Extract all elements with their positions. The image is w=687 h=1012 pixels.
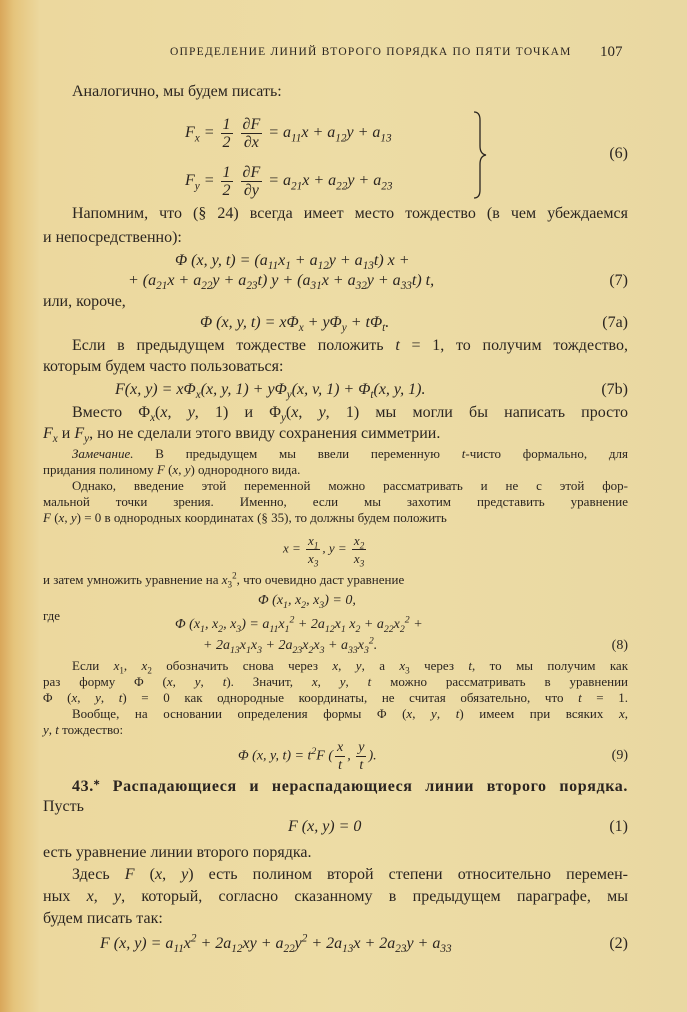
- remark-line: и затем умножить уравнение на $x_3^2$, что очевидно даст уравнение: [43, 570, 405, 590]
- remark-line: Вообще, на основании определения формы Φ (x, y, t) имеем при всяких x,: [72, 706, 629, 721]
- equation-phi-zero: Φ ($x_1$, $x_2$, $x_3) = 0$,: [258, 593, 356, 611]
- paragraph-line: или, короче,: [43, 293, 126, 310]
- paragraph-line: которым будем часто пользоваться:: [43, 358, 284, 375]
- paragraph-line: и непосредственно):: [43, 229, 182, 246]
- equation-6-fx: $F_x$ = $\frac{1}{2}$ $\frac{\partial F}{\partial x}$ = $a_{11}x + a_{12}y + a_{13}$: [185, 116, 392, 151]
- paragraph-line: Здесь F (x, y) есть полином второй степени относительно перемен-: [72, 866, 629, 883]
- equation-label: (6): [609, 145, 628, 162]
- equation-7-line1: Φ (x, y, $t) = (a_{11}x_1 + a_{12}y + a_{13}t) x$ +: [175, 252, 410, 273]
- remark-line: Замечание. В предыдущем мы ввели переменную t-чисто формально, для: [72, 446, 628, 461]
- section-heading: 43.⁎ Распадающиеся и нераспадающиеся линии второго порядка.: [72, 775, 628, 795]
- equation-7-line2: + $(a_{21}x + a_{22}y + a_{23}t) y + (a_{31}x + a_{32}y + a_{33}t)$ t,: [128, 272, 435, 293]
- equation-8-line2: + $2a_{13}x_1x_3 + 2a_{23}x_2x_3 + a_{33}x_3^2$.: [203, 635, 378, 656]
- paragraph-line: есть уравнение линии второго порядка.: [43, 844, 312, 861]
- paragraph-line: Аналогично, мы будем писать:: [72, 83, 282, 100]
- equation-substitution: x = $\frac{x_1}{x_3}$ , y = $\frac{x_2}{x_3}$: [283, 533, 365, 569]
- paragraph-line: Пусть: [43, 798, 84, 815]
- paragraph-line: Напомним, что (§ 24) всегда имеет место тождество (в чем убеждаемся: [72, 205, 628, 222]
- paragraph-line: будем писать так:: [43, 910, 163, 927]
- equation-label: (1): [609, 818, 628, 835]
- equation-1: F (x, y) = 0: [288, 818, 362, 835]
- remark-line: Однако, введение этой переменной можно рассматривать и не с этой фор-: [72, 478, 628, 493]
- equation-label: (9): [611, 748, 628, 763]
- equation-label: (8): [611, 638, 628, 653]
- paragraph-line: Если в предыдущем тождестве положить t = 1, то получим тождество,: [72, 337, 628, 354]
- equation-7b: F(x, $y) = x\Phi_x(x$, y, $1) + y\Phi_y(x$, v, $1) + \Phi_t(x$, y, 1).: [115, 381, 426, 402]
- paragraph-line: Вместо $\Phi_x(x$, y, 1) и $\Phi_y(x$, y, 1) мы могли бы написать просто: [72, 404, 629, 425]
- equation-7a: Φ (x, y, $t) = x\Phi_x + y\Phi_y + t\Phi_t$.: [200, 314, 390, 335]
- equation-8-line1: Φ ($x_1$, $x_2$, $x_3) = a_{11}x_1^2 + 2a_{12}x_1$ $x_2 + a_{22}x_2^2$ +: [175, 614, 423, 635]
- equation-label: (2): [609, 935, 628, 952]
- equation-label: (7b): [601, 381, 628, 398]
- equation-label: (7): [609, 272, 628, 289]
- remark-line: мальной точки зрения. Именно, если мы захотим представить уравнение: [43, 494, 628, 509]
- paragraph-line: $F_x$ и $F_y$, но не сделали этого ввиду сохранения симметрии.: [43, 425, 441, 446]
- right-brace-icon: [470, 110, 490, 200]
- equation-label: (7a): [602, 314, 628, 331]
- remark-line: раз форму Φ (x, y, t). Значит, x, y, t можно рассматривать в уравнении: [43, 674, 629, 689]
- equation-2: F (x, $y) = a_{11}x^2 + 2a_{12}xy + a_{22}y^2 + 2a_{13}x + 2a_{23}y + a_{33}$: [100, 932, 452, 956]
- running-header: ОПРЕДЕЛЕНИЕ ЛИНИЙ ВТОРОГО ПОРЯДКА ПО ПЯТИ ТОЧКАМ: [170, 46, 572, 58]
- remark-line: где: [43, 608, 61, 623]
- remark-line: F (x, y) = 0 в однородных координатах (§ 35), то должны будем положить: [43, 510, 447, 525]
- remark-line: y, t тождество:: [43, 722, 124, 737]
- paragraph-line: ных x, y, который, согласно сказанному в предыдущем параграфе, мы: [43, 888, 629, 905]
- remark-line: Φ (x, y, t) = 0 как однородные координаты, не считая обязательно, что t = 1.: [43, 690, 628, 705]
- remark-line: придания полиному F (x, y) однородного вида.: [43, 462, 301, 477]
- equation-6-fy: $F_y$ = $\frac{1}{2}$ $\frac{\partial F}{\partial y}$ = $a_{21}x + a_{22}y + a_{23}$: [185, 164, 393, 199]
- equation-9: Φ (x, y, $t) = t^2F$ ( $\frac{x}{t}$ , $\frac{y}{t}$ ).: [238, 740, 377, 773]
- page-number: 107: [600, 44, 623, 60]
- remark-line: Если $x_1$, $x_2$ обозначить снова через x, y, а $x_3$ через t, то мы получим как: [72, 658, 629, 676]
